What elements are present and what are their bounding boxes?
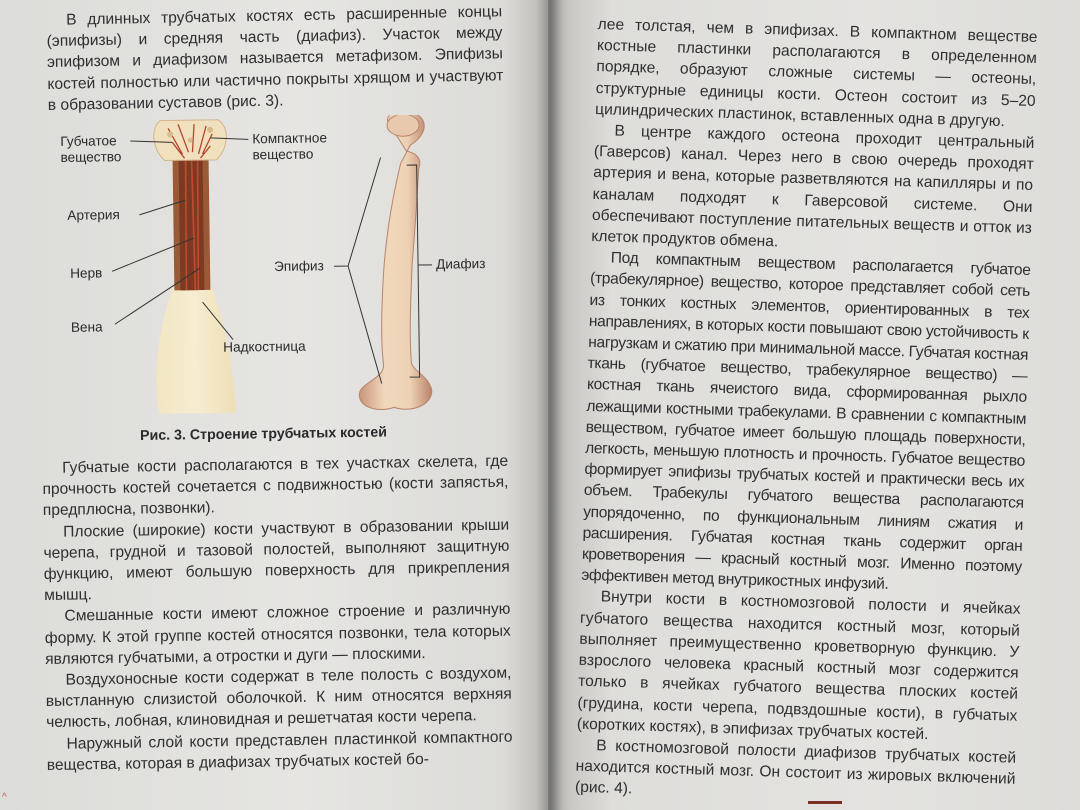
femur-bone xyxy=(355,114,432,410)
leader-epiphysis-bottom xyxy=(348,266,382,384)
page-footer-mark xyxy=(808,801,842,804)
bone-structure-figure xyxy=(60,114,504,420)
femur-body xyxy=(355,114,432,410)
intro-paragraph-block xyxy=(46,1,504,116)
right-page-text xyxy=(575,14,1038,810)
right-page xyxy=(548,0,1080,810)
paragraph-flat-bones: Плоские (широкие) кости участвуют в образовании крыши черепа, грудной и тазовой полостей, выполняют защитную функцию, имеют большую поверхность для прикрепления мышц. xyxy=(43,516,510,605)
paragraph-mixed-bones: Смешанные кости имеют сложное строение и различную форму. К этой группе костей относятся позвонки, тела которых являются губчатыми, а отростки и дуги — плоскими. xyxy=(44,601,511,668)
sectioned-bone xyxy=(153,120,236,414)
book-gutter xyxy=(536,0,562,810)
label-vein: Вена xyxy=(70,319,103,335)
paragraph-osteon-canal: В центре каждого остеона проходит центральный (Гаверсов) канал. Через него в свою очередь проходят артерия и вена, которые разветвляются на капилляры и по каналам подходят к Гаверсовой системе. Они обеспечивают поступление питательных веществ и отток из клеток продуктов обмена. xyxy=(591,122,1035,251)
paragraph-pneumatic-bones: Воздухоносные кости содержат в теле полость с воздухом, выстланную слизистой оболочкой. К ним относятся верхняя челюсть, лобная, клиновидная и решетчатая кости черепа. xyxy=(45,664,512,732)
edge-mark: ^ xyxy=(2,792,7,803)
paragraph-spongy-substance: Под компактным веществом располагается губчатое (трабекулярное) вещество, которое представляет собой сеть из тонких костных элементов, ориентированных в тех направлениях, в которых кости повышают свою устойчивость к нагрузкам и сжатию при минимальной массе. Губчатая костная ткань (губчатое вещество, трабекулярное вещество) — костная ткань ячеистого вида, сформированная рыхло лежащими костными трабекулами. В сравнении с компактным веществом, губчатое имеет большую площадь поверхности, легкость, меньшую плотность и прочность. Губчатое вещество формирует эпифизы трубчатых костей и практически весь их объем. Трабекулы губчатого вещества располагаются упорядоченно, по функциональным линиям сжатия и расширения. Губчатая костная ткань содержит орган кроветворения — красный костный мозг. Именно поэтому эффективен метод внутрикостных инфузий. xyxy=(581,249,1031,594)
label-epiphysis: Эпифиз xyxy=(273,258,324,275)
leader-epiphysis-top xyxy=(333,158,383,267)
femur-head xyxy=(387,114,419,136)
intro-paragraph: В длинных трубчатых костях есть расширенные концы (эпифизы) и средняя часть (диафиз). Участок между эпифизом и диафизом называется метафизом. Эпифизы костей полностью или частично покрыты хрящом и участвуют в образовании суставов (рис. 3). xyxy=(46,3,504,114)
paragraph-yellow-marrow: В костномозговой полости диафизов трубчатых костей находится костный мозг. Он состоит из жировых включений (рис. 4). xyxy=(574,737,1017,798)
paragraph-outer-layer: Наружный слой кости представлен пластинкой компактного вещества, которая в диафизах трубчатых костей бо- xyxy=(46,728,513,774)
bone-types-text xyxy=(42,451,513,776)
label-artery: Артерия xyxy=(67,207,120,223)
paragraph-bone-marrow: Внутри кости в костномозговой полости и ячейках губчатого вещества находится костный мозг, который выполняет преимущественно кроветворную функцию. У взрослого человека красный костный мозг содержится только в ячейках губчатого вещества плоских костей (грудина, кости черепа, подвздошные кости), в губчатых (коротких костях), в эпифизах трубчатых костей. xyxy=(576,588,1021,743)
label-compact: Компактное вещество xyxy=(252,130,328,163)
paragraph-continuation: лее толстая, чем в эпифизах. В компактном веществе костные пластинки располагаются в определенном порядке, образуют сложные системы — остеоны, структурные единицы кости. Остеон состоит из 5–20 цилиндрических пластинок, вставленных одна в другую. xyxy=(594,15,1038,130)
label-nerve: Нерв xyxy=(70,265,103,281)
figure-caption: Рис. 3. Строение трубчатых костей xyxy=(140,424,388,444)
label-periosteum: Надкостница xyxy=(223,338,306,355)
label-diaphysis: Диафиз xyxy=(435,256,486,272)
label-spongy: Губчатое вещество xyxy=(60,133,122,165)
paragraph-spongy-bones: Губчатые кости располагаются в тех участках скелета, где прочность костей сочетается с подвижностью (кости запястья, предплюсна, позвонки). xyxy=(42,452,509,520)
